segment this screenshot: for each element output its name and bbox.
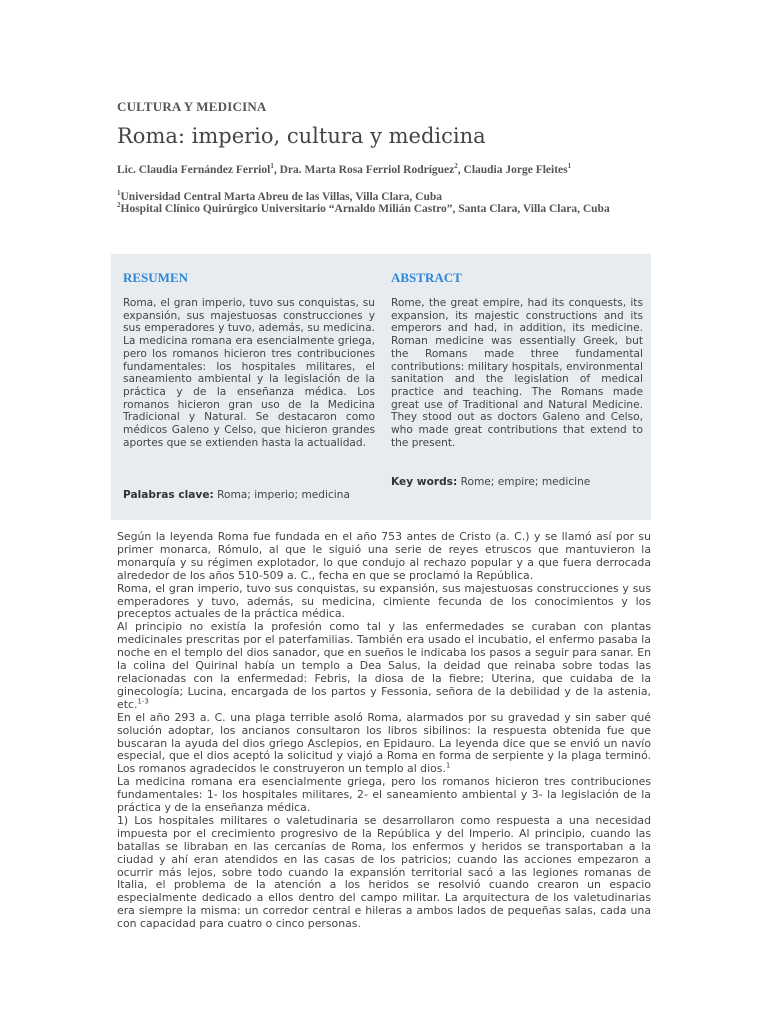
author-1-affil-mark: 1 (270, 162, 274, 171)
body-paragraph-4-text: En el año 293 a. C. una plaga terrible asoló Roma, alarmados por su gravedad y sin saber qué solución adoptar, los ancianos consultaron los libros sibilinos: la respuesta obtenida fue que buscaran la ayuda del dios griego Asclepios, en Epidauro. La leyenda dice que se envió un navío especial, que el dios aceptó la solicitud y viajó a Roma en forma de serpiente y la plaga terminó. Los romanos agradecidos le construyeron un templo al dios. (117, 710, 651, 776)
abstract-keywords-value: Rome; empire; medicine (460, 476, 591, 488)
affiliation-2-text: Hospital Clínico Quirúrgico Universitario “Arnaldo Milián Castro”, Santa Clara, Villa Clara, Cuba (120, 203, 610, 215)
abstract-box (111, 254, 651, 520)
body-paragraph-2: Roma, el gran imperio, tuvo sus conquistas, su expansión, sus majestuosas construcciones y sus emperadores y tuvo, además, su medicina, cimiente fecunda de los conocimientos y los preceptos actuales de la práctica médica. (117, 581, 651, 621)
affiliation-1-mark: 1 (117, 189, 121, 198)
body-paragraph-4 (117, 712, 651, 777)
abstract-heading: ABSTRACT (391, 270, 462, 285)
resumen-keywords-label: Palabras clave: (123, 489, 214, 501)
resumen-keywords (123, 489, 350, 501)
author-list (117, 164, 571, 176)
author-2-affil-mark: 2 (454, 162, 458, 171)
body-paragraph-3 (117, 621, 651, 711)
affiliation-2-mark: 2 (117, 201, 121, 210)
affiliation-2 (117, 203, 610, 215)
citation-mark: 1 (445, 761, 451, 770)
article-body (117, 531, 651, 931)
body-paragraph-5: La medicina romana era esencialmente griega, pero los romanos hicieron tres contribuciones fundamentales: 1- los hospitales militares, 2- el saneamiento ambiental y 3- la legislación de la práctica y de la enseñanza médica. (117, 775, 651, 815)
author-1: Lic. Claudia Fernández Ferriol (117, 164, 271, 176)
abstract-keywords-label: Key words: (391, 476, 458, 488)
author-2: , Dra. Marta Rosa Ferriol Rodríguez (273, 164, 455, 176)
affiliation-1-text: Universidad Central Marta Abreu de las Villas, Villa Clara, Cuba (120, 191, 442, 203)
body-paragraph-3-text: Al principio no existía la profesión como tal y las enfermedades se curaban con plantas medicinales prescritas por el paterfamilias. También era usado el incubatio, el enfermo pasaba la noche en el templo del dios sanador, que en sueños le indicaba los pasos a seguir para sanar. En la colina del Quirinal había un templo a Dea Salus, la deidad que reinaba sobre todas las relacionadas con la enfermedad: Febris, la diosa de la fiebre; Uterina, que cuidaba de la ginecología; Lucina, encargada de los partos y Fessonia, señora de la debilidad y de la astenia, etc. (117, 620, 651, 711)
abstract-keywords (391, 476, 590, 488)
abstract-text: Rome, the great empire, had its conquests, its expansion, its majestic constructions and its emperors and had, in addition, its medicine. Roman medicine was essentially Greek, but the Romans made three fundamental contributions: military hospitals, environmental sanitation and the legislation of medical practice and teaching. The Romans made great use of Traditional and Natural Medicine. They stood out as doctors Galeno and Celso, who made great contributions that extend to the present. (391, 297, 643, 449)
citation-mark: 1-3 (137, 697, 149, 706)
article-title: Roma: imperio, cultura y medicina (117, 124, 486, 148)
affiliation-1 (117, 191, 442, 203)
resumen-text: Roma, el gran imperio, tuvo sus conquistas, su expansión, sus majestuosas construcciones y sus emperadores y tuvo, además, su medicina. La medicina romana era esencialmente griega, pero los romanos hicieron tres contribuciones fundamentales: los hospitales militares, el saneamiento ambiental y la legislación de la práctica y de la enseñanza médica. Los romanos hicieron gran uso de la Medicina Tradicional y Natural. Se destacaron como médicos Galeno y Celso, que hicieron grandes aportes que se extienden hasta la actualidad. (123, 297, 375, 449)
resumen-keywords-value: Roma; imperio; medicina (217, 489, 350, 501)
body-paragraph-6: 1) Los hospitales militares o valetudinaria se desarrollaron como respuesta a una necesidad impuesta por el crecimiento progresivo de la República y del Imperio. Al principio, cuando las batallas se libraban en las cercanías de Roma, los enfermos y heridos se transportaban a la ciudad y ahí eran atendidos en las casas de los patricios; cuando las acciones empezaron a ocurrir más lejos, sobre todo cuando la expansión territorial sacó a las legiones romanas de Italia, el problema de la atención a los heridos se resolvió cuando crearon un espacio especialmente dedicado a ellos dentro del campo militar. La arquitectura de los valetudinarias era siempre la misma: un corredor central e hileras a ambos lados de pequeñas salas, cada una con capacidad para cuatro o cinco personas. (117, 813, 651, 931)
section-label: CULTURA Y MEDICINA (117, 99, 267, 114)
resumen-heading: RESUMEN (123, 270, 189, 285)
body-paragraph-1: Según la leyenda Roma fue fundada en el año 753 antes de Cristo (a. C.) y se llamó así por su primer monarca, Rómulo, al que le siguió una serie de reyes etruscos que mantuvieron la monarquía y su régimen explotador, lo que condujo al rechazo popular y a que fuera derrocada alrededor de los años 510-509 a. C., fecha en que se proclamó la República. (117, 530, 651, 582)
author-3-affil-mark: 1 (567, 162, 572, 171)
author-3: , Claudia Jorge Fleites (457, 164, 568, 176)
